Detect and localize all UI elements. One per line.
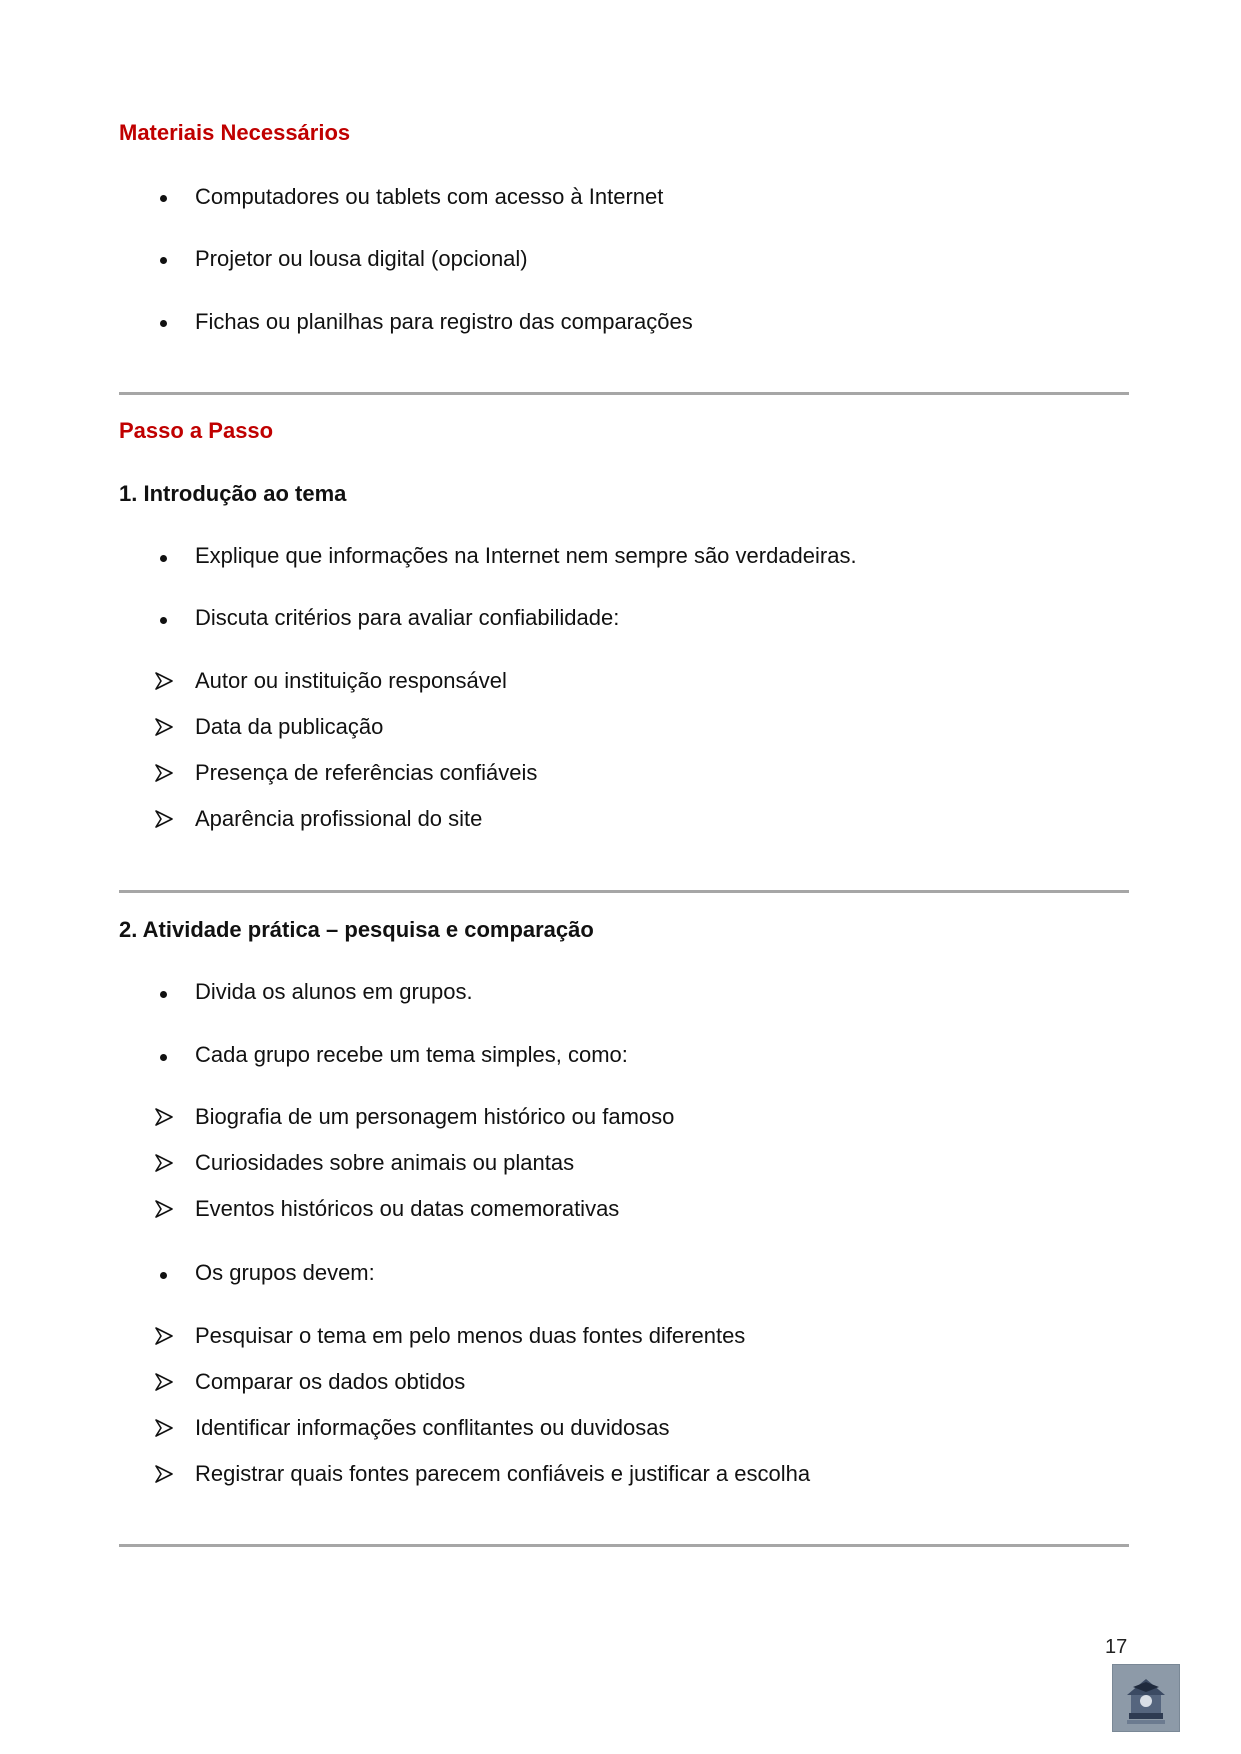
theme-item: Biografia de um personagem histórico ou famoso bbox=[195, 1104, 675, 1129]
bullet-dot-icon bbox=[160, 320, 167, 327]
arrowhead-bullet-icon bbox=[155, 1108, 173, 1126]
theme-item: Curiosidades sobre animais ou plantas bbox=[195, 1150, 575, 1175]
school-logo-graphic-icon bbox=[1113, 1665, 1179, 1731]
criteria-item: Presença de referências confiáveis bbox=[195, 760, 538, 785]
theme-item: Eventos históricos ou datas comemorativas bbox=[195, 1196, 620, 1221]
step1-heading: 1. Introdução ao tema bbox=[119, 481, 347, 506]
arrowhead-bullet-icon bbox=[155, 718, 173, 736]
materials-heading: Materiais Necessários bbox=[119, 120, 351, 145]
materials-item: Fichas ou planilhas para registro das comparações bbox=[195, 309, 693, 334]
materials-item: Computadores ou tablets com acesso à Internet bbox=[195, 184, 664, 209]
step2-heading: 2. Atividade prática – pesquisa e comparação bbox=[119, 917, 594, 942]
criteria-item: Data da publicação bbox=[195, 714, 384, 739]
step2-bullet: Divida os alunos em grupos. bbox=[195, 979, 473, 1004]
materials-item: Projetor ou lousa digital (opcional) bbox=[195, 246, 528, 271]
arrowhead-bullet-icon bbox=[155, 1373, 173, 1391]
bullet-dot-icon bbox=[160, 617, 167, 624]
arrowhead-bullet-icon bbox=[155, 672, 173, 690]
criteria-item: Autor ou instituição responsável bbox=[195, 668, 507, 693]
arrowhead-bullet-icon bbox=[155, 1154, 173, 1172]
criteria-item: Aparência profissional do site bbox=[195, 806, 483, 831]
steps-heading: Passo a Passo bbox=[119, 418, 274, 443]
section-divider bbox=[119, 1544, 1129, 1547]
page-number: 17 bbox=[1105, 1636, 1128, 1658]
arrowhead-bullet-icon bbox=[155, 764, 173, 782]
bullet-dot-icon bbox=[160, 1272, 167, 1279]
step2-bullet: Cada grupo recebe um tema simples, como: bbox=[195, 1042, 628, 1067]
task-item: Identificar informações conflitantes ou duvidosas bbox=[195, 1415, 670, 1440]
arrowhead-bullet-icon bbox=[155, 1327, 173, 1345]
task-item: Pesquisar o tema em pelo menos duas fontes diferentes bbox=[195, 1323, 746, 1348]
bullet-dot-icon bbox=[160, 991, 167, 998]
task-item: Registrar quais fontes parecem confiáveis e justificar a escolha bbox=[195, 1461, 811, 1486]
school-logo-icon bbox=[1112, 1664, 1180, 1732]
section-divider bbox=[119, 392, 1129, 395]
bullet-dot-icon bbox=[160, 195, 167, 202]
arrowhead-bullet-icon bbox=[155, 1200, 173, 1218]
arrowhead-bullet-icon bbox=[155, 1465, 173, 1483]
step2-bullet: Os grupos devem: bbox=[195, 1260, 375, 1285]
bullet-dot-icon bbox=[160, 1054, 167, 1061]
section-divider bbox=[119, 890, 1129, 893]
arrowhead-bullet-icon bbox=[155, 1419, 173, 1437]
step1-bullet: Discuta critérios para avaliar confiabilidade: bbox=[195, 605, 620, 630]
arrowhead-bullet-icon bbox=[155, 810, 173, 828]
bullet-dot-icon bbox=[160, 257, 167, 264]
task-item: Comparar os dados obtidos bbox=[195, 1369, 466, 1394]
step1-bullet: Explique que informações na Internet nem sempre são verdadeiras. bbox=[195, 543, 857, 568]
bullet-dot-icon bbox=[160, 555, 167, 562]
